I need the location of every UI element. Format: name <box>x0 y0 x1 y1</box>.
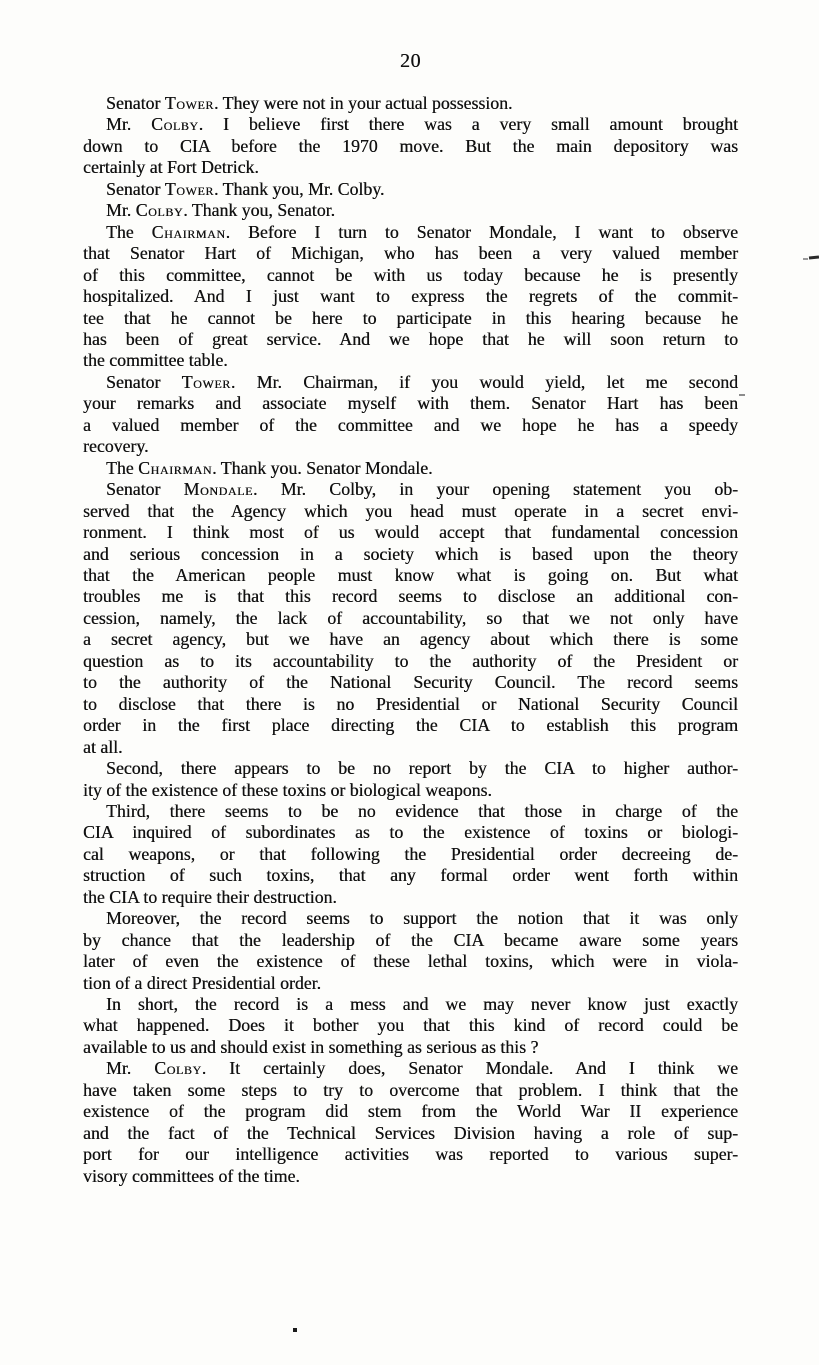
paragraph <box>83 179 738 200</box>
paragraph <box>83 758 738 801</box>
text-line: cal weapons, or that following the Presidential order decreeing de- <box>83 843 738 864</box>
text-line: Mr. Colby. Thank you, Senator. <box>106 200 335 221</box>
paragraph <box>83 222 738 372</box>
text-line: ity of the existence of these toxins or biological weapons. <box>83 779 492 800</box>
paragraph <box>83 801 738 908</box>
text-line: what happened. Does it bother you that this kind of record could be <box>83 1015 738 1036</box>
text-line: Mr. Colby. I believe first there was a very small amount brought <box>106 114 738 135</box>
text-line: Senator Tower. They were not in your actual possession. <box>106 93 513 113</box>
speaker-name: Chairman <box>138 457 213 478</box>
text-line: at all. <box>83 736 123 757</box>
paragraph <box>83 908 738 994</box>
text-line: has been of great service. And we hope that he will soon return to <box>83 328 738 349</box>
paragraph <box>83 994 738 1058</box>
paragraph <box>83 372 738 458</box>
speaker-name: Mondale <box>183 479 253 500</box>
speaker-name: Tower <box>181 371 231 392</box>
paragraph <box>83 93 738 114</box>
text-line: ronment. I think most of us would accept that fundamental concession <box>83 522 738 543</box>
text-line: have taken some steps to try to overcome that problem. I think that the <box>83 1079 738 1100</box>
text-line: your remarks and associate myself with them. Senator Hart has been <box>83 393 738 414</box>
text-line: and serious concession in a society which is based upon the theory <box>83 543 738 564</box>
text-line: later of even the existence of these lethal toxins, which were in viola- <box>83 951 738 972</box>
text-line: order in the first place directing the CIA to establish this program <box>83 715 738 736</box>
text-line: the committee table. <box>83 350 228 371</box>
paragraph <box>83 114 738 178</box>
text-line: to the authority of the National Security Council. The record seems <box>83 672 738 693</box>
text-line: by chance that the leadership of the CIA became aware some years <box>83 929 738 950</box>
text-line: Senator Tower. Mr. Chairman, if you would yield, let me second <box>106 371 739 392</box>
speaker-name: Chairman <box>151 221 226 242</box>
text-line: In short, the record is a mess and we may never know just exactly <box>106 994 738 1015</box>
speaker-name: Colby <box>151 114 199 135</box>
text-line: recovery. <box>83 436 149 457</box>
text-line: The Chairman. Before I turn to Senator Mondale, I want to observe <box>106 221 738 242</box>
speaker-name: Tower <box>164 178 214 199</box>
text-line: troubles me is that this record seems to disclose an additional con- <box>83 586 738 607</box>
text-line: visory committees of the time. <box>83 1165 300 1186</box>
scan-speck <box>739 394 745 396</box>
text-line: that the American people must know what is going on. But what <box>83 564 738 585</box>
scan-speck <box>293 1328 297 1332</box>
text-line: down to CIA before the 1970 move. But the main depository was <box>83 135 738 156</box>
speaker-name: Colby <box>154 1058 202 1079</box>
text-line: and the fact of the Technical Services Division having a role of sup- <box>83 1122 738 1143</box>
paragraph <box>83 479 738 758</box>
text-line: served that the Agency which you head must operate in a secret envi- <box>83 500 738 521</box>
text-line: port for our intelligence activities was reported to various super- <box>83 1144 738 1165</box>
paragraph <box>83 200 738 221</box>
text-line: that Senator Hart of Michigan, who has been a very valued member <box>83 243 738 264</box>
paragraph <box>83 458 738 479</box>
page-number: 20 <box>400 50 421 72</box>
text-line: tee that he cannot be here to participate in this hearing because he <box>83 307 738 328</box>
scan-speck <box>803 258 808 260</box>
text-line: to disclose that there is no Presidential or National Security Council <box>83 693 738 714</box>
text-line: Moreover, the record seems to support the notion that it was only <box>106 908 738 929</box>
text-line: hospitalized. And I just want to express the regrets of the commit- <box>83 286 738 307</box>
text-line: The Chairman. Thank you. Senator Mondale. <box>106 457 433 478</box>
text-line: tion of a direct Presidential order. <box>83 972 321 993</box>
text-line: existence of the program did stem from the World War II experience <box>83 1101 738 1122</box>
transcript-body <box>83 93 738 1187</box>
text-line: Mr. Colby. It certainly does, Senator Mondale. And I think we <box>106 1058 738 1079</box>
text-line: a valued member of the committee and we hope he has a speedy <box>83 414 738 435</box>
text-line: available to us and should exist in something as serious as this ? <box>83 1036 539 1057</box>
paragraph <box>83 1058 738 1187</box>
text-line: of this committee, cannot be with us today because he is presently <box>83 264 738 285</box>
text-line: question as to its accountability to the authority of the President or <box>83 650 738 671</box>
text-line: CIA inquired of subordinates as to the existence of toxins or biologi- <box>83 822 738 843</box>
text-line: the CIA to require their destruction. <box>83 886 337 907</box>
text-line: Third, there seems to be no evidence that those in charge of the <box>106 800 738 821</box>
speaker-name: Colby <box>135 200 184 221</box>
text-line: certainly at Fort Detrick. <box>83 157 259 178</box>
text-line: a secret agency, but we have an agency about which there is some <box>83 629 738 650</box>
speaker-name: Tower <box>164 93 214 113</box>
text-line: Second, there appears to be no report by the CIA to higher author- <box>106 758 738 779</box>
text-line: Senator Tower. Thank you, Mr. Colby. <box>106 178 385 199</box>
text-line: cession, namely, the lack of accountability, so that we not only have <box>83 607 738 628</box>
text-line: struction of such toxins, that any formal order went forth within <box>83 865 738 886</box>
scan-speck <box>809 255 819 259</box>
text-line: Senator Mondale. Mr. Colby, in your opening statement you ob- <box>106 479 739 500</box>
